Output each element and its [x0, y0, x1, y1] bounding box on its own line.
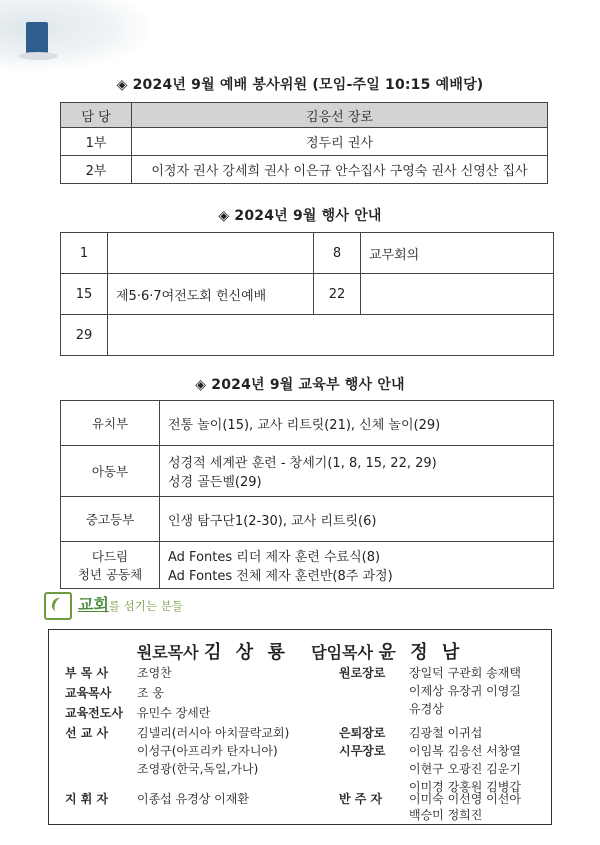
staff-role: 부 목 사: [65, 666, 109, 680]
education-row: [61, 497, 554, 542]
staff-row: [339, 682, 521, 699]
staff-names: 장일덕 구관회 송재택: [409, 666, 521, 680]
event-date: 15: [61, 274, 108, 315]
worship-row-value: 이정자 권사 강세희 권사 이은규 안수집사 구영숙 권사 신영산 집사: [132, 156, 548, 184]
event-text: [108, 233, 314, 274]
education-row: [61, 446, 554, 497]
dept-label: 중고등부: [61, 497, 160, 542]
worship-row-label: 2부: [61, 156, 132, 184]
event-text: 교무회의: [361, 233, 554, 274]
event-date: 22: [314, 274, 361, 315]
staff-names: 조 웅: [137, 686, 164, 700]
staff-row: [339, 724, 482, 741]
staff-role: 교육전도사: [65, 706, 123, 720]
staff-row: [339, 790, 521, 807]
education-title: ◈ 2024년 9월 교육부 행사 안내: [195, 377, 405, 393]
staff-box: [48, 629, 552, 825]
dept-events: [160, 401, 554, 446]
staff-row: [339, 664, 521, 681]
event-text: [361, 274, 554, 315]
events-row: [61, 274, 554, 315]
education-row: [61, 542, 554, 589]
staff-row: [65, 664, 172, 681]
pastor-heads: [49, 638, 551, 664]
dept-event-line: Ad Fontes 리더 제자 훈련 수료식(8): [168, 550, 381, 565]
staff-row: [339, 700, 444, 717]
staff-row: [65, 704, 210, 721]
worship-table: [60, 102, 548, 184]
dept-label: 유치부: [61, 401, 160, 446]
dept-event-line: 전통 놀이(15), 교사 리트릿(21), 신체 놀이(29): [168, 417, 441, 433]
dept-event-line: 성경 골든벨(29): [168, 475, 262, 490]
staff-names: 김넬리(러시아 아치끌락교회): [137, 726, 290, 740]
staff-names: 유민수 장세란: [137, 706, 211, 720]
dept-label-line: 청년 공동체: [77, 567, 143, 582]
staff-row: [339, 760, 521, 777]
event-date: 29: [61, 315, 108, 356]
worship-header-value: 김응선 장로: [132, 103, 548, 128]
dept-event-line: 인생 탐구단1(2-30), 교사 리트릿(6): [168, 513, 377, 529]
church-servants-heading: [44, 592, 183, 620]
dept-event-line: Ad Fontes 전체 제자 훈련반(8주 과정): [168, 569, 393, 584]
events-row: [61, 315, 554, 356]
event-date: 8: [314, 233, 361, 274]
corner-decoration: [0, 0, 150, 70]
worship-header-row: [61, 103, 548, 128]
staff-role: 지 휘 자: [65, 792, 109, 806]
senior-name: 윤 정 남: [378, 642, 464, 663]
worship-row-label: 1부: [61, 128, 132, 156]
church-word: 교회: [78, 595, 109, 614]
church-subtext: 를 섬기는 분들: [108, 599, 183, 613]
staff-names: 이성구(아프리카 탄자니아): [137, 744, 278, 758]
dept-label-line: 다드림: [91, 549, 129, 564]
events-table: [60, 232, 554, 356]
worship-row: [61, 128, 548, 156]
staff-role: 선 교 사: [65, 726, 109, 740]
staff-role: 은퇴장로: [339, 726, 386, 740]
event-text: [108, 315, 554, 356]
event-date: 1: [61, 233, 108, 274]
staff-row: [65, 684, 164, 701]
events-row: [61, 233, 554, 274]
staff-role: 교육목사: [65, 686, 112, 700]
staff-role: 시무장로: [339, 744, 386, 758]
worship-row-value: 정두리 권사: [132, 128, 548, 156]
worship-header-label: 담 당: [61, 103, 132, 128]
worship-title: [0, 74, 600, 94]
dept-event-line: 성경적 세계관 훈련 - 창세기(1, 8, 15, 22, 29): [168, 456, 437, 471]
worship-title-text: ◈ 2024년 9월 예배 봉사위원: [116, 77, 308, 93]
staff-names: 이종섭 유경상 이재환: [137, 792, 249, 806]
staff-names: 유경상: [409, 702, 444, 716]
staff-names: 조영광(한국,독일,가나): [137, 762, 259, 776]
staff-row: [65, 790, 249, 807]
candle-base: [18, 52, 58, 60]
staff-row: [65, 742, 278, 759]
staff-names: 이미숙 이선영 이선아: [409, 792, 521, 806]
emeritus-title: 원로목사: [136, 643, 199, 662]
event-text: 제5·6·7여전도회 헌신예배: [108, 274, 314, 315]
dept-label: [61, 542, 160, 589]
staff-row: [339, 806, 482, 823]
staff-row: [339, 742, 521, 759]
worship-note: (모임-주일 10:15 예배당): [312, 77, 484, 93]
dept-label: 아동부: [61, 446, 160, 497]
staff-names: 조영찬: [137, 666, 172, 680]
worship-row: [61, 156, 548, 184]
dept-events: [160, 446, 554, 497]
staff-names: 백승미 정희진: [409, 808, 483, 822]
staff-row: [65, 760, 258, 777]
staff-names: 이현구 오광진 김운기: [409, 762, 521, 776]
education-table: [60, 400, 554, 589]
senior-title: 담임목사: [311, 643, 373, 662]
events-title: ◈ 2024년 9월 행사 안내: [218, 208, 382, 224]
staff-role: 반 주 자: [339, 792, 383, 806]
staff-names: 이제상 유장귀 이영길: [409, 684, 521, 698]
dept-events: [160, 542, 554, 589]
dept-events: [160, 497, 554, 542]
staff-names: 김광철 이귀섭: [409, 726, 483, 740]
emeritus-name: 김 상 룡: [204, 642, 289, 663]
leaf-icon: [44, 592, 72, 620]
education-row: [61, 401, 554, 446]
staff-row: [65, 724, 289, 741]
staff-names: 이미경 강홍원 김병갑: [409, 780, 521, 794]
candle-icon: [26, 22, 48, 54]
staff-names: 이임복 김응선 서창열: [409, 744, 521, 758]
staff-role: 원로장로: [339, 666, 386, 680]
